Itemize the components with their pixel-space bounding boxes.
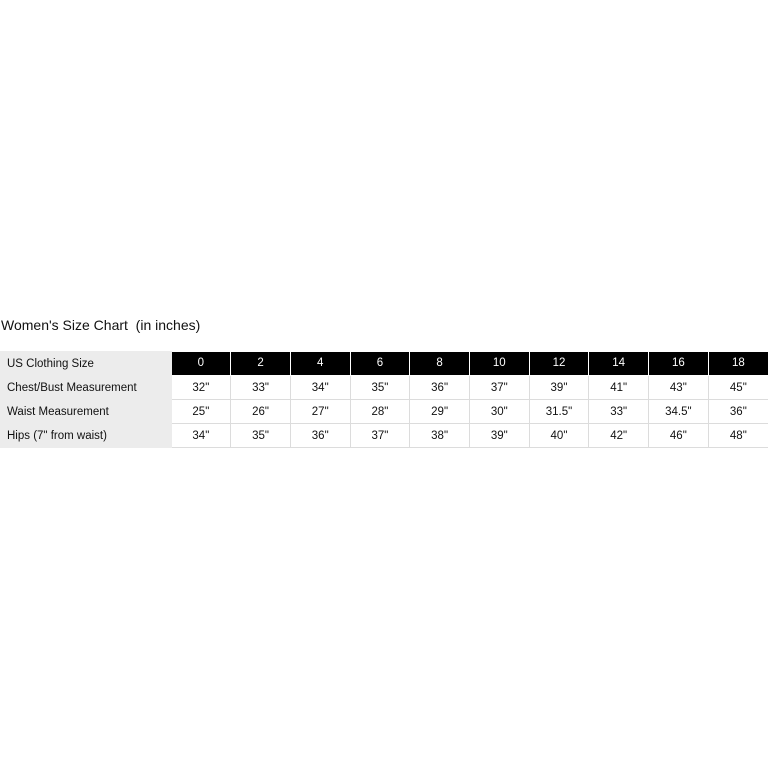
table-cell: 35" — [350, 376, 410, 400]
size-header-cell: 14 — [589, 352, 649, 376]
size-header-cell: 10 — [469, 352, 529, 376]
table-row — [0, 424, 768, 448]
table-cell: 35" — [231, 424, 291, 448]
size-header-cell: 12 — [529, 352, 589, 376]
table-cell: 48" — [708, 424, 768, 448]
table-cell: 30" — [469, 400, 529, 424]
size-header-cell: 2 — [231, 352, 291, 376]
size-header-cell: 16 — [649, 352, 709, 376]
table-cell: 37" — [350, 424, 410, 448]
size-header-cell: 6 — [350, 352, 410, 376]
table-cell: 37" — [469, 376, 529, 400]
table-cell: 25" — [171, 400, 231, 424]
table-cell: 26" — [231, 400, 291, 424]
table-cell: 31.5" — [529, 400, 589, 424]
size-header-cell: 8 — [410, 352, 470, 376]
row-label-hips: Hips (7" from waist) — [0, 424, 171, 448]
row-label-chest-bust: Chest/Bust Measurement — [0, 376, 171, 400]
size-header-cell: 18 — [708, 352, 768, 376]
table-cell: 36" — [290, 424, 350, 448]
table-cell: 34" — [290, 376, 350, 400]
table-header-row — [0, 352, 768, 376]
table-cell: 42" — [589, 424, 649, 448]
table-cell: 39" — [469, 424, 529, 448]
row-label-us-clothing-size: US Clothing Size — [0, 352, 171, 376]
table-cell: 36" — [708, 400, 768, 424]
table-cell: 34" — [171, 424, 231, 448]
table-cell: 32" — [171, 376, 231, 400]
size-table — [0, 351, 768, 448]
table-cell: 27" — [290, 400, 350, 424]
table-cell: 40" — [529, 424, 589, 448]
table-cell: 43" — [649, 376, 709, 400]
table-cell: 45" — [708, 376, 768, 400]
size-header-cell: 0 — [171, 352, 231, 376]
chart-title: Women's Size Chart (in inches) — [1, 317, 201, 333]
table-cell: 36" — [410, 376, 470, 400]
table-cell: 39" — [529, 376, 589, 400]
size-header-cell: 4 — [290, 352, 350, 376]
row-label-waist: Waist Measurement — [0, 400, 171, 424]
table-cell: 33" — [589, 400, 649, 424]
table-cell: 29" — [410, 400, 470, 424]
table-cell: 41" — [589, 376, 649, 400]
table-cell: 38" — [410, 424, 470, 448]
table-cell: 28" — [350, 400, 410, 424]
table-cell: 33" — [231, 376, 291, 400]
table-cell: 34.5" — [649, 400, 709, 424]
table-row — [0, 400, 768, 424]
table-cell: 46" — [649, 424, 709, 448]
table-row — [0, 376, 768, 400]
